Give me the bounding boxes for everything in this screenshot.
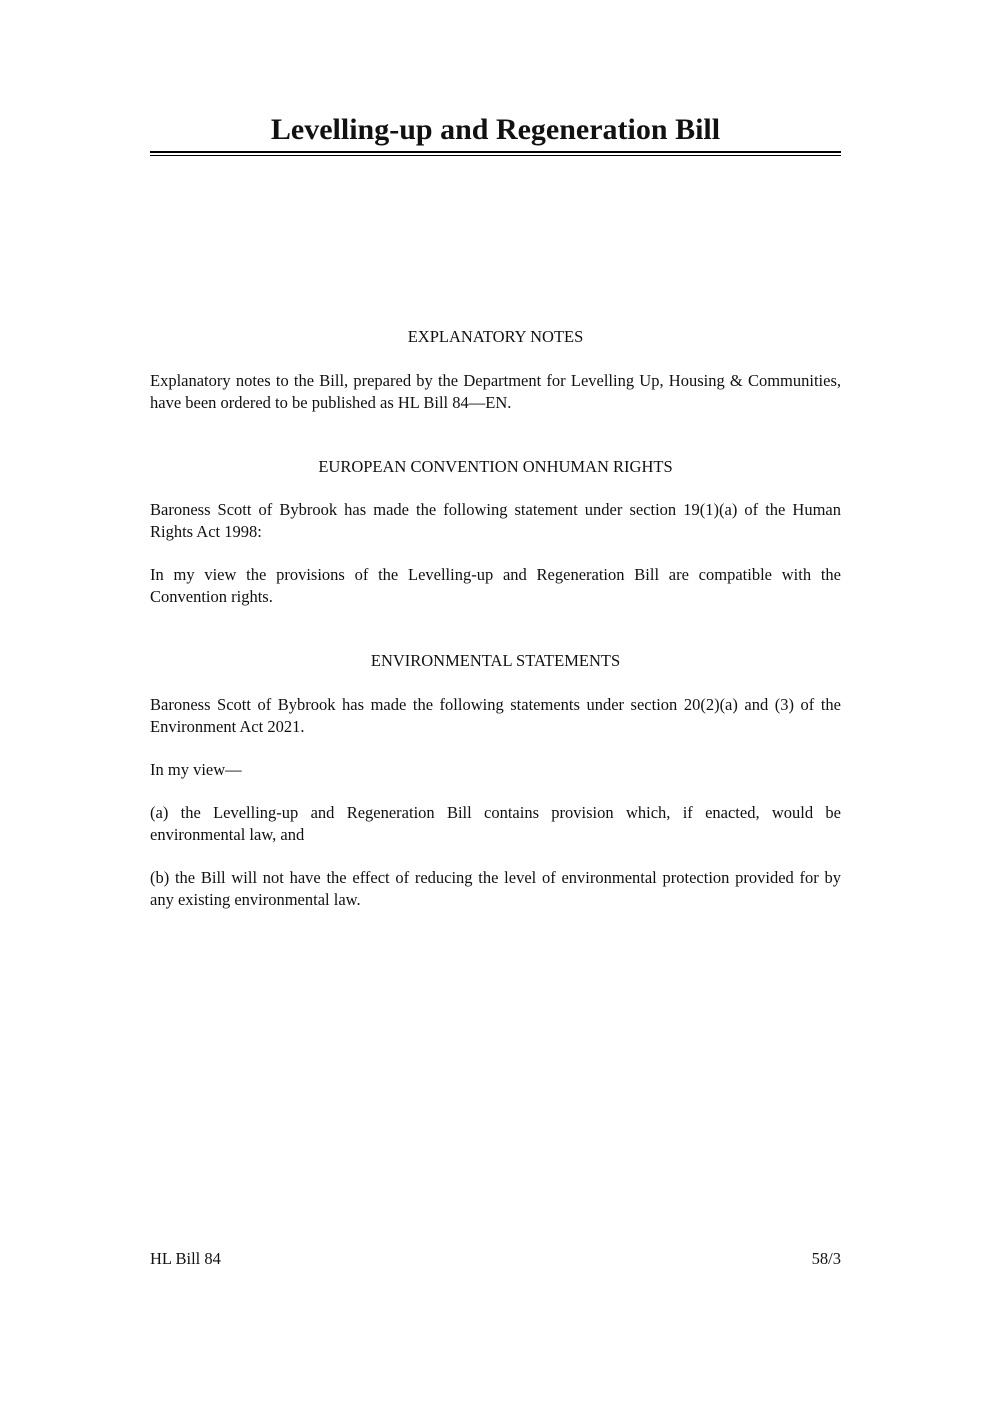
paragraph: (b) the Bill will not have the effect of reducing the level of environmental protection provided for by any existing environmental law.: [150, 868, 841, 909]
bill-title: Levelling-up and Regeneration Bill: [270, 113, 721, 146]
paragraph: Baroness Scott of Bybrook has made the following statement under section 19(1)(a) of the Human Rights Act 1998:: [150, 500, 841, 541]
paragraph: (a) the Levelling-up and Regeneration Bill contains provision which, if enacted, would be environmental law, and: [150, 803, 841, 844]
footer-page-ref: 58/3: [811, 1249, 841, 1268]
paragraph: In my view the provisions of the Levelling-up and Regeneration Bill are compatible with the Convention rights.: [150, 565, 841, 606]
footer-bill-number: HL Bill 84: [150, 1249, 221, 1268]
section-heading-environmental: ENVIRONMENTAL STATEMENTS: [370, 651, 621, 670]
title-rule-bottom: [150, 155, 841, 156]
paragraph: In my view—: [150, 760, 242, 779]
paragraph: Baroness Scott of Bybrook has made the following statements under section 20(2)(a) and (3) of the Environment Act 2021.: [150, 695, 841, 736]
title-rule-top: [150, 151, 841, 153]
section-heading-echr: EUROPEAN CONVENTION ONHUMAN RIGHTS: [318, 457, 673, 476]
section-heading-explanatory-notes: EXPLANATORY NOTES: [407, 327, 584, 346]
paragraph: Explanatory notes to the Bill, prepared by the Department for Levelling Up, Housing & Communities, have been ordered to be published as HL Bill 84—EN.: [150, 371, 841, 412]
